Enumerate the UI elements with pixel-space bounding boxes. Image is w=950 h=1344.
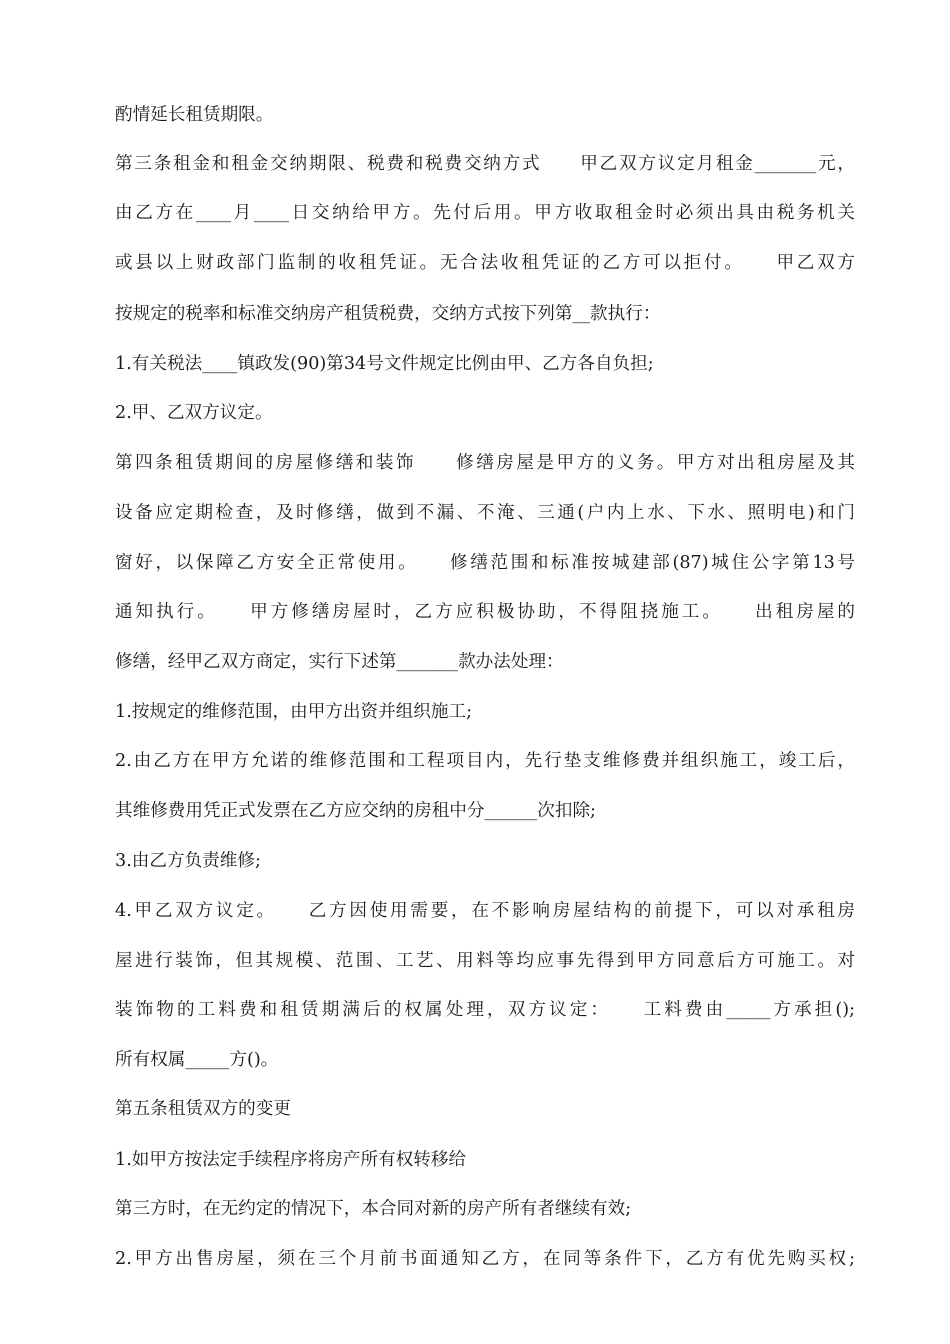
text-line: 1.有关税法____镇政发(90)第34号文件规定比例由甲、乙方各自负担; <box>115 354 654 374</box>
text-line: 装饰物的工料费和租赁期满后的权属处理，双方议定： 工料费由_____方承担(); <box>115 1000 855 1020</box>
text-line: 1.如甲方按法定手续程序将房产所有权转移给 <box>115 1150 467 1170</box>
text-line: 2.甲方出售房屋，须在三个月前书面通知乙方，在同等条件下，乙方有优先购买权; <box>115 1249 855 1269</box>
text-line: 按规定的税率和标准交纳房产租赁税费，交纳方式按下列第__款执行： <box>115 304 661 324</box>
text-line: 屋进行装饰，但其规模、范围、工艺、用料等均应事先得到甲方同意后方可施工。对 <box>115 951 855 971</box>
text-line: 3.由乙方负责维修; <box>115 851 261 871</box>
text-line: 设备应定期检查，及时修缮，做到不漏、不淹、三通(户内上水、下水、照明电)和门 <box>115 503 855 523</box>
text-line: 第三条租金和租金交纳期限、税费和税费交纳方式 甲乙双方议定月租金_______元， <box>115 154 855 174</box>
text-line: 酌情延长租赁期限。 <box>115 105 274 125</box>
text-line: 1.按规定的维修范围，由甲方出资并组织施工; <box>115 702 472 722</box>
text-line: 窗好，以保障乙方安全正常使用。 修缮范围和标准按城建部(87)城住公字第13号 <box>115 553 855 573</box>
text-line: 第三方时，在无约定的情况下，本合同对新的房产所有者继续有效; <box>115 1199 632 1219</box>
text-line: 通知执行。 甲方修缮房屋时，乙方应积极协助，不得阻挠施工。 出租房屋的 <box>115 602 855 622</box>
text-line: 4.甲乙双方议定。 乙方因使用需要，在不影响房屋结构的前提下，可以对承租房 <box>115 901 855 921</box>
text-line: 由乙方在____月____日交纳给甲方。先付后用。甲方收取租金时必须出具由税务机关 <box>115 203 855 223</box>
text-line: 2.甲、乙双方议定。 <box>115 403 273 423</box>
text-line: 所有权属_____方()。 <box>115 1050 279 1070</box>
text-line: 修缮，经甲乙双方商定，实行下述第_______款办法处理： <box>115 652 564 672</box>
text-line: 其维修费用凭正式发票在乙方应交纳的房租中分______次扣除; <box>115 801 596 821</box>
text-line: 或县以上财政部门监制的收租凭证。无合法收租凭证的乙方可以拒付。 甲乙双方 <box>115 253 855 273</box>
text-line: 2.由乙方在甲方允诺的维修范围和工程项目内，先行垫支维修费并组织施工，竣工后， <box>115 751 855 771</box>
section-heading: 第五条租赁双方的变更 <box>115 1099 291 1119</box>
text-line: 第四条租赁期间的房屋修缮和装饰 修缮房屋是甲方的义务。甲方对出租房屋及其 <box>115 453 855 473</box>
